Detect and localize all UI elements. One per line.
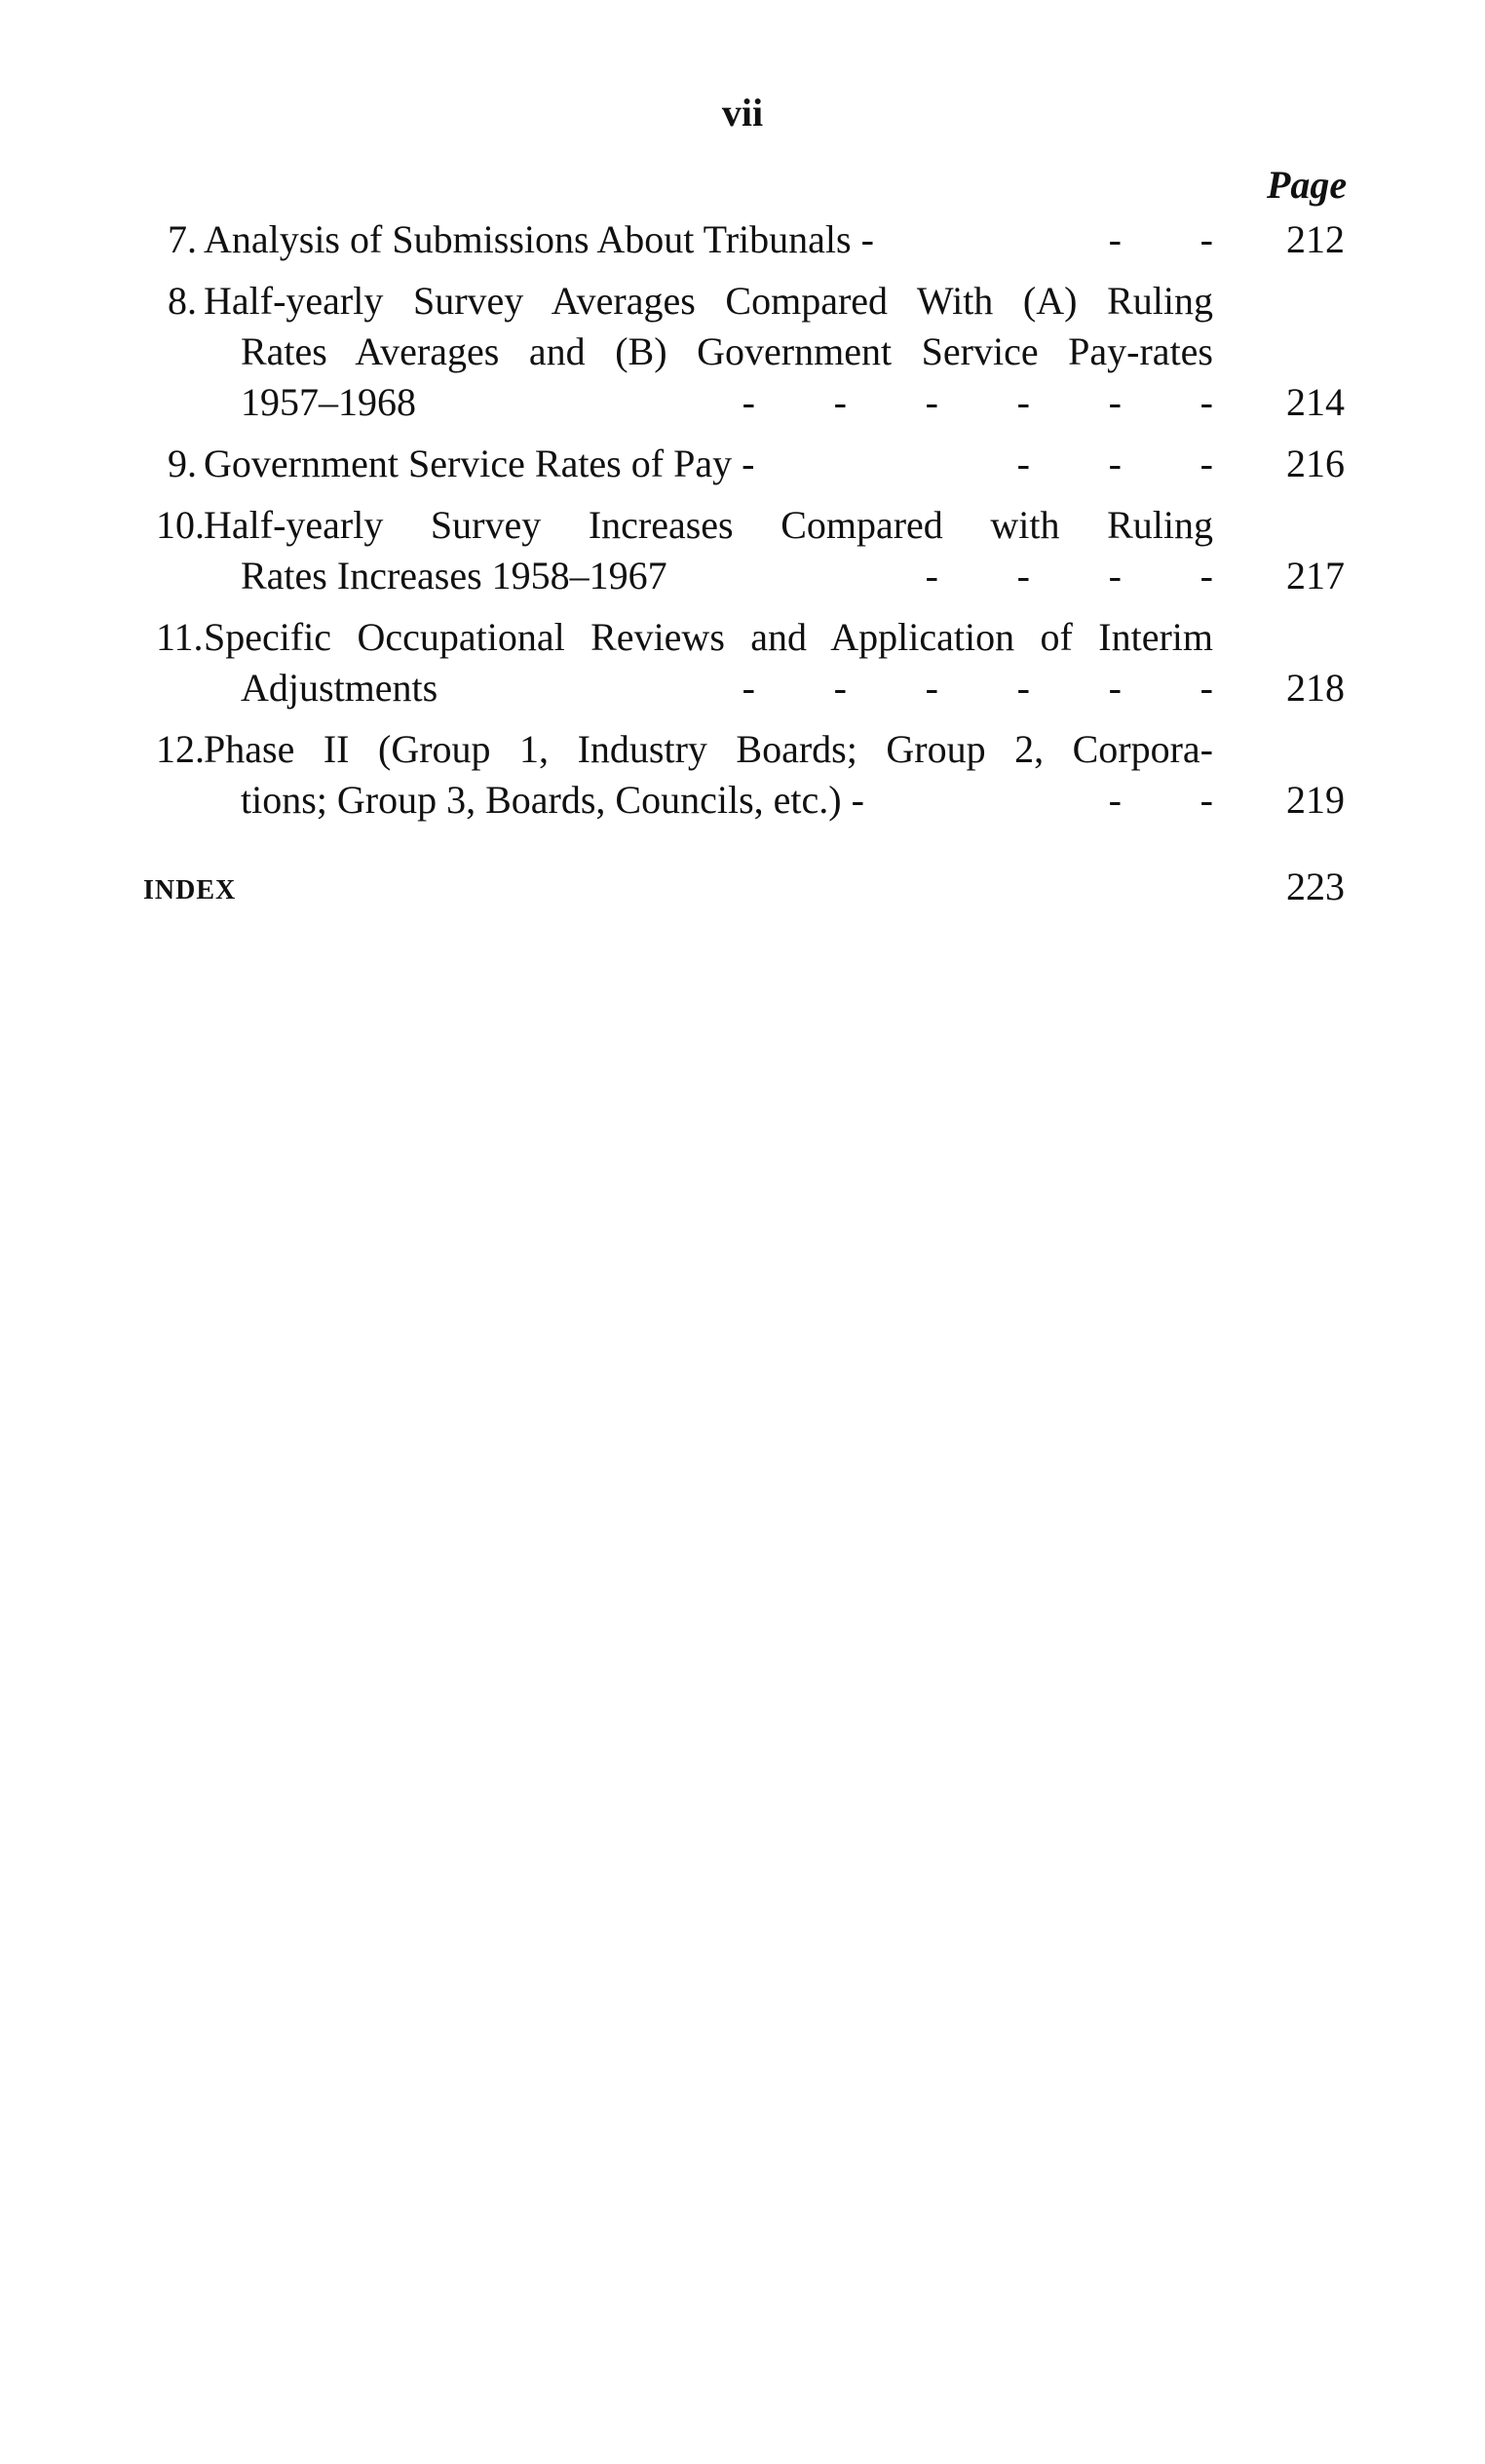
leader-dash: - xyxy=(1108,554,1122,597)
page-column-label: Page xyxy=(1267,163,1348,207)
toc-entry-title-text: Adjustments xyxy=(241,666,438,710)
index-page-number: 223 xyxy=(1286,865,1345,908)
toc-entry-title xyxy=(204,276,1213,428)
dot-leaders xyxy=(864,775,1213,826)
leader-dash: - xyxy=(1016,666,1030,710)
leader-dash: - xyxy=(925,554,938,597)
toc-entry-title-line xyxy=(204,214,1213,265)
leader-dash: - xyxy=(1199,778,1213,822)
toc-entry-title-text: tions; Group 3, Boards, Councils, etc.) - xyxy=(241,778,864,822)
toc-entry xyxy=(156,612,1345,713)
leader-dash: - xyxy=(1199,217,1213,261)
toc-entry-title xyxy=(204,439,1213,489)
leader-dash: - xyxy=(1199,380,1213,424)
toc-entry-page-number: 216 xyxy=(1286,442,1345,485)
page-number: vii xyxy=(721,91,764,135)
toc-entry xyxy=(156,214,1345,265)
toc-entry-number: 10. xyxy=(156,503,205,547)
toc-entry-title-line: Half-yearly Survey Increases Compared with Ruling xyxy=(204,503,1213,547)
toc-entry-number: 11. xyxy=(156,615,204,659)
toc-entry-title-text: Analysis of Submissions About Tribunals - xyxy=(204,217,874,261)
toc-entry-page-number: 219 xyxy=(1286,778,1345,822)
toc-entry-title-line xyxy=(204,377,1213,428)
toc-entry-title xyxy=(204,724,1213,826)
leader-dash: - xyxy=(1199,442,1213,485)
toc-entry-title-line: Rates Averages and (B) Government Service Pay-rates xyxy=(241,329,1213,373)
leader-dash: - xyxy=(1199,554,1213,597)
toc-entry-title-text: Government Service Rates of Pay - xyxy=(204,442,755,485)
toc-entry-title xyxy=(204,214,1213,265)
toc-entry xyxy=(156,500,1345,601)
toc-entry xyxy=(156,276,1345,428)
index-label: INDEX xyxy=(143,875,237,905)
leader-dash: - xyxy=(833,380,847,424)
leader-dash: - xyxy=(1108,442,1122,485)
leader-dash: - xyxy=(1108,666,1122,710)
toc-entry-number: 12. xyxy=(156,727,205,771)
leader-dash: - xyxy=(742,666,755,710)
toc-entry-title-line: Half-yearly Survey Averages Compared With (A) Ruling xyxy=(204,279,1213,323)
dot-leaders xyxy=(667,551,1213,601)
toc-entry-title-text: Rates Increases 1958–1967 xyxy=(241,554,667,597)
toc-entry-title-line: Phase II (Group 1, Industry Boards; Group 2, Corpora- xyxy=(204,727,1213,771)
leader-dash: - xyxy=(1016,442,1030,485)
toc-entry-title-line xyxy=(204,439,1213,489)
leader-dash: - xyxy=(1108,217,1122,261)
toc-entry-page-number: 218 xyxy=(1286,666,1345,710)
toc-entry xyxy=(156,724,1345,826)
toc-entry xyxy=(156,439,1345,489)
leader-dash: - xyxy=(1016,554,1030,597)
leader-dash: - xyxy=(1108,778,1122,822)
toc-entry-title-line xyxy=(204,775,1213,826)
index-entry xyxy=(143,858,1345,912)
toc-entry-number: 7. xyxy=(168,217,197,261)
dot-leaders xyxy=(438,663,1213,713)
leader-dash: - xyxy=(1016,380,1030,424)
toc-entry-number: 8. xyxy=(168,279,197,323)
dot-leaders xyxy=(874,214,1213,265)
leader-dash: - xyxy=(833,666,847,710)
leader-dash: - xyxy=(925,666,938,710)
table-of-contents xyxy=(156,214,1345,836)
leader-dash: - xyxy=(925,380,938,424)
dot-leaders xyxy=(754,439,1213,489)
toc-entry-page-number: 214 xyxy=(1286,380,1345,424)
toc-entry-title-line: Specific Occupational Reviews and Application of Interim xyxy=(204,615,1213,659)
toc-entry-page-number: 217 xyxy=(1286,554,1345,597)
dot-leaders xyxy=(416,377,1213,428)
leader-dash: - xyxy=(742,380,755,424)
toc-entry-title-line xyxy=(204,551,1213,601)
toc-entry-number: 9. xyxy=(168,442,197,485)
toc-entry-title xyxy=(204,612,1213,713)
toc-entry-title-line xyxy=(204,663,1213,713)
leader-dash: - xyxy=(1199,666,1213,710)
toc-entry-page-number: 212 xyxy=(1286,217,1345,261)
toc-entry-title xyxy=(204,500,1213,601)
leader-dash: - xyxy=(1108,380,1122,424)
toc-entry-title-text: 1957–1968 xyxy=(241,380,416,424)
